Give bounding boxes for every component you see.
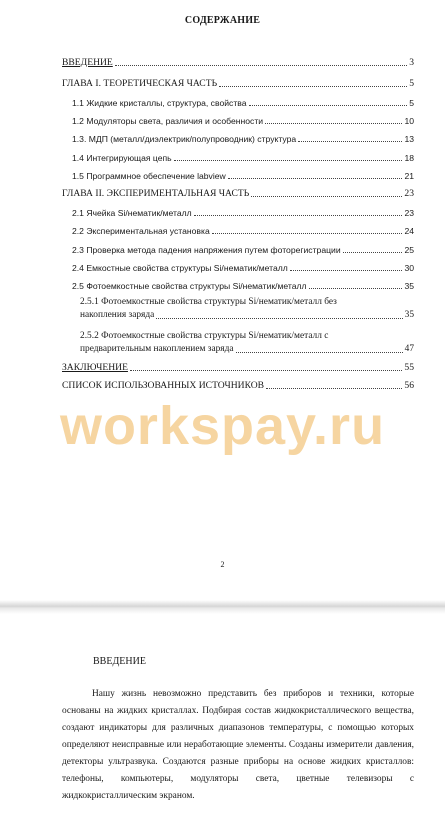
toc-entry-chapter-1[interactable]: [62, 78, 414, 90]
toc-entry-line2: [80, 309, 414, 322]
toc-entry-text: ГЛАВА I. ТЕОРЕТИЧЕСКАЯ ЧАСТЬ: [62, 78, 218, 89]
toc-leader: [266, 388, 402, 389]
toc-entry-text: 1.3. МДП (металл/диэлектрик/полупроводник) структура: [72, 134, 297, 144]
toc-entry-1-2[interactable]: [72, 115, 414, 127]
toc-entry-text: ВВЕДЕНИЕ: [62, 57, 113, 68]
toc-leader: [309, 288, 403, 289]
toc-entry-line2: [80, 343, 414, 356]
toc-entry-1-4[interactable]: [72, 152, 414, 164]
toc-entry-2-1[interactable]: [72, 207, 414, 219]
toc-leader: [115, 65, 407, 66]
toc-leader: [174, 160, 403, 161]
toc-title: СОДЕРЖАНИЕ: [184, 15, 261, 26]
toc-entry-page: 47: [404, 344, 414, 354]
toc-entry-page: 13: [404, 134, 414, 144]
toc-entry-1-3[interactable]: [72, 133, 414, 145]
toc-entry-text-line2: накопления заряда: [80, 310, 155, 320]
toc-entry-1-5[interactable]: [72, 170, 414, 182]
toc-entry-text-line2: предварительным накоплением заряда: [80, 344, 234, 354]
page-separator: [0, 600, 445, 614]
toc-entry-page: 23: [404, 208, 414, 218]
toc-entry-page: 24: [404, 226, 414, 236]
toc-entry-page: 23: [404, 188, 414, 199]
toc-leader: [228, 178, 403, 179]
toc-entry-2-5-1[interactable]: [80, 296, 414, 322]
toc-entry-page: 35: [404, 310, 414, 320]
toc-entry-text: 2.1 Ячейка Si/нематик/металл: [72, 208, 192, 218]
toc-entry-chapter-2[interactable]: [62, 188, 414, 200]
toc-entry-text: ЗАКЛЮЧЕНИЕ: [62, 362, 128, 373]
toc-entry-2-5-2[interactable]: [80, 330, 414, 356]
toc-leader: [212, 233, 403, 234]
toc-entry-text: 2.5 Фотоемкостные свойства структуры Si/нематик/металл: [72, 281, 307, 291]
toc-leader: [343, 252, 403, 253]
toc-entry-text: 1.4 Интегрирующая цепь: [72, 153, 172, 163]
toc-entry-page: 10: [404, 116, 414, 126]
toc-leader: [236, 352, 403, 353]
toc-entry-1-1[interactable]: [72, 97, 414, 109]
toc-entry-references[interactable]: [62, 380, 414, 392]
toc-entry-page: 21: [404, 171, 414, 181]
toc-leader: [249, 105, 408, 106]
toc-leader: [298, 141, 402, 142]
toc-entry-introduction[interactable]: [62, 57, 414, 69]
toc-entry-page: 5: [409, 78, 414, 89]
toc-entry-2-4[interactable]: [72, 262, 414, 274]
toc-entry-text: ГЛАВА II. ЭКСПЕРИМЕНТАЛЬНАЯ ЧАСТЬ: [62, 188, 250, 199]
introduction-page: [0, 614, 445, 814]
toc-leader: [130, 370, 402, 371]
toc-entry-page: 5: [409, 98, 414, 108]
toc-leader: [251, 196, 402, 197]
page-number: 2: [220, 560, 225, 569]
toc-entry-page: 35: [404, 281, 414, 291]
body-paragraph: Нашу жизнь невозможно представить без приборов и техники, которые основаны на жидких кристаллах. Подбирая состав жидкокристаллического вещества, создают индикаторы для различных диапазонов температуры, с помощью которых определяют неисправные или неработающие элементы. Созданы измерители давления, детекторы ультразвука. Создаются разные приборы на основе жидких кристаллов: телефоны, компьютеры, модуляторы света, цветные телевизоры с жидкокристаллическим экраном.: [62, 689, 414, 801]
toc-leader: [194, 215, 403, 216]
toc-entry-page: 56: [404, 380, 414, 391]
watermark: workspay.ru: [59, 396, 386, 456]
toc-entry-text: 2.4 Емкостные свойства структуры Si/нематик/металл: [72, 263, 288, 273]
toc-entry-2-2[interactable]: [72, 225, 414, 237]
toc-entry-page: 55: [404, 362, 414, 373]
toc-leader: [290, 270, 403, 271]
toc-entry-text: 1.2 Модуляторы света, различия и особенности: [72, 116, 264, 126]
toc-entry-text-line1: 2.5.1 Фотоемкостные свойства структуры Si/нематик/металл без: [80, 297, 337, 307]
toc-entry-text: 1.1 Жидкие кристаллы, структура, свойства: [72, 98, 247, 108]
toc-entry-text-line1: 2.5.2 Фотоемкостные свойства структуры Si/нематик/металл с: [80, 331, 329, 341]
toc-entry-text: СПИСОК ИСПОЛЬЗОВАННЫХ ИСТОЧНИКОВ: [62, 380, 265, 391]
toc-entry-2-3[interactable]: [72, 244, 414, 256]
section-heading: ВВЕДЕНИЕ: [93, 656, 146, 667]
toc-entry-page: 18: [404, 153, 414, 163]
toc-entry-text: 2.2 Экспериментальная установка: [72, 226, 210, 236]
toc-entry-page: 25: [404, 245, 414, 255]
toc-entry-text: 2.3 Проверка метода падения напряжения путем фоторегистрации: [72, 245, 341, 255]
toc-leader: [219, 86, 407, 87]
toc-entry-page: 30: [404, 263, 414, 273]
toc-leader: [265, 123, 402, 124]
toc-leader: [156, 318, 402, 319]
toc-entry-conclusion[interactable]: [62, 362, 414, 374]
toc-entry-page: 3: [409, 57, 414, 68]
toc-entry-text: 1.5 Программное обеспечение labview: [72, 171, 226, 181]
toc-entry-2-5[interactable]: [72, 280, 414, 292]
